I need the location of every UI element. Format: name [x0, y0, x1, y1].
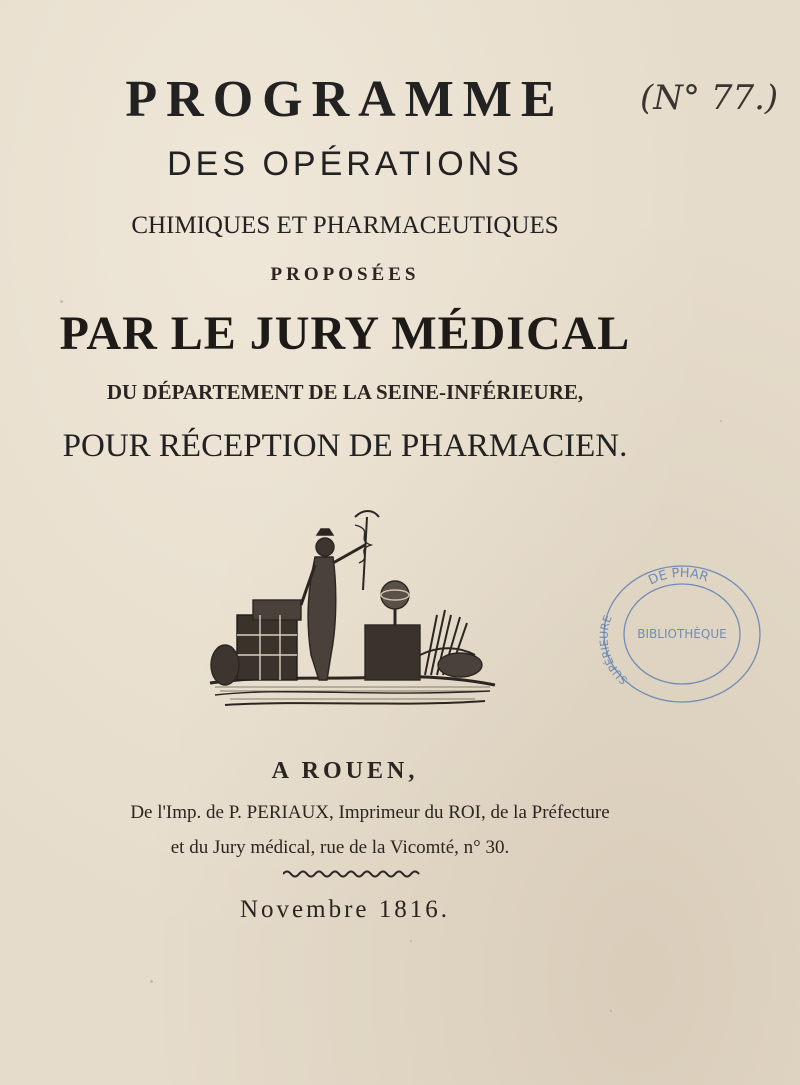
mercury-vignette-illustration [205, 505, 500, 720]
document-title: PROGRAMME [125, 71, 565, 128]
archive-number: (N° 77.) [640, 78, 779, 118]
paper-speck [150, 980, 153, 983]
paper-speck [60, 300, 63, 303]
subtitle-operations: DES OPÉRATIONS [167, 145, 523, 183]
paper-speck [720, 420, 722, 422]
imprint-line-2: et du Jury médical, rue de la Vicomté, n° 30. [170, 837, 510, 858]
subtitle-jury: PAR LE JURY MÉDICAL [59, 307, 631, 360]
decorative-rule [283, 868, 421, 880]
subtitle-chemistry: CHIMIQUES ET PHARMACEUTIQUES [131, 212, 559, 239]
stamp-text-left: SUPÉRIEURE [597, 613, 631, 687]
stamp-text-center: BIBLIOTHÈQUE [637, 627, 727, 641]
stamp-text-top: DE PHAR [646, 565, 711, 589]
imprint-line-1: De l'Imp. de P. PERIAUX, Imprimeur du ROI, de la Préfecture [130, 802, 610, 823]
library-stamp [592, 552, 772, 712]
subtitle-purpose: POUR RÉCEPTION DE PHARMACIEN. [62, 428, 628, 464]
publication-date: Novembre 1816. [239, 896, 451, 923]
subtitle-department: DU DÉPARTEMENT DE LA SEINE-INFÉRIEURE, [106, 380, 584, 404]
imprint-city: A ROUEN, [271, 758, 419, 784]
paper-speck [410, 940, 412, 942]
subtitle-proposed: PROPOSÉES [270, 264, 420, 285]
paper-speck [610, 1010, 612, 1012]
